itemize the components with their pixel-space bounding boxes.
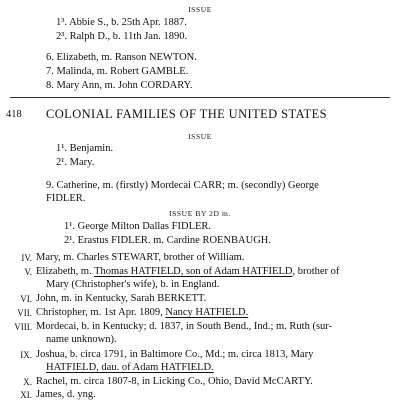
entry-vii-christopher <box>36 307 248 319</box>
entry-iv-mary: Mary, m. Charles STEWART, brother of William. <box>36 252 245 263</box>
issue-mary: 2¹. Mary. <box>56 157 95 168</box>
entry-v-underlined: Thomas HATFIELD, son of Adam HATFIELD <box>94 266 293 277</box>
entry-catherine-line2: FIDLER. <box>46 193 86 204</box>
roman-numeral-xi: XI. <box>20 390 32 400</box>
entry-vi-john: John, m. in Kentucky, Sarah BERKETT. <box>36 293 207 304</box>
roman-numeral-vii: VII. <box>17 308 32 318</box>
roman-numeral-v: V. <box>24 267 32 277</box>
entry-v-text-post: , brother of <box>292 266 340 277</box>
issue-line-abbie: 1³. Abbie S., b. 25th Apr. 1887. <box>56 17 187 28</box>
issue-george-fidler: 1¹. George Milton Dallas FIDLER. <box>64 221 212 232</box>
page-divider <box>10 97 390 98</box>
roman-numeral-vi: VI. <box>20 294 32 304</box>
issue-benjamin: 1¹. Benjamin. <box>56 143 114 154</box>
entry-catherine-line1: 9. Catherine, m. (firstly) Mordecai CARR; m. (secondly) George <box>46 180 319 191</box>
entry-v-elizabeth-line1 <box>36 266 339 278</box>
entry-mary-ann-cordary: 8. Mary Ann, m. John CORDARY. <box>46 80 193 91</box>
page-number: 418 <box>6 109 22 120</box>
entry-viii-mordecai-line2: name unknown). <box>46 334 117 345</box>
running-title: COLONIAL FAMILIES OF THE UNITED STATES <box>46 107 327 121</box>
roman-numeral-ix: IX. <box>20 350 32 360</box>
issue-line-ralph: 2³. Ralph D., b. 11th Jan. 1890. <box>56 31 188 42</box>
entry-vii-underlined: Nancy HATFIELD. <box>165 307 249 318</box>
roman-numeral-iv: IV. <box>21 253 32 263</box>
issue-heading-top: ISSUE <box>188 5 212 14</box>
entry-viii-mordecai-line1: Mordecai, b. in Kentucky; d. 1837, in South Bend., Ind.; m. Ruth (sur- <box>36 321 333 332</box>
entry-vii-text: Christopher, m. 1st Apr. 1809, <box>36 307 166 318</box>
entry-elizabeth-newton: 6. Elizabeth, m. Ranson NEWTON. <box>46 52 197 63</box>
entry-ix-joshua-line2: HATFIELD, dau. of Adam HATFIELD. <box>46 362 214 373</box>
entry-xi-james: James, d. yng. <box>36 389 96 400</box>
entry-ix-joshua-line1: Joshua, b. circa 1791, in Baltimore Co., Md.; m. circa 1813, Mary <box>36 349 314 360</box>
issue-heading: ISSUE <box>188 132 212 141</box>
issue-erastus-fidler: 2¹. Erastus FIDLER. m. Cardine ROENBAUGH. <box>64 235 272 246</box>
entry-v-text-pre: Elizabeth, m. <box>36 266 95 277</box>
roman-numeral-viii: VIII. <box>14 322 32 332</box>
roman-numeral-x: X. <box>23 377 32 387</box>
entry-malinda-gamble: 7. Malinda, m. Robert GAMBLE. <box>46 66 189 77</box>
entry-v-elizabeth-line2: Mary (Christopher's wife), b. in England. <box>46 279 220 290</box>
issue-by-2d-heading: ISSUE BY 2D m. <box>169 209 231 218</box>
entry-x-rachel: Rachel, m. circa 1807-8, in Licking Co., Ohio, David McCARTY. <box>36 376 313 387</box>
